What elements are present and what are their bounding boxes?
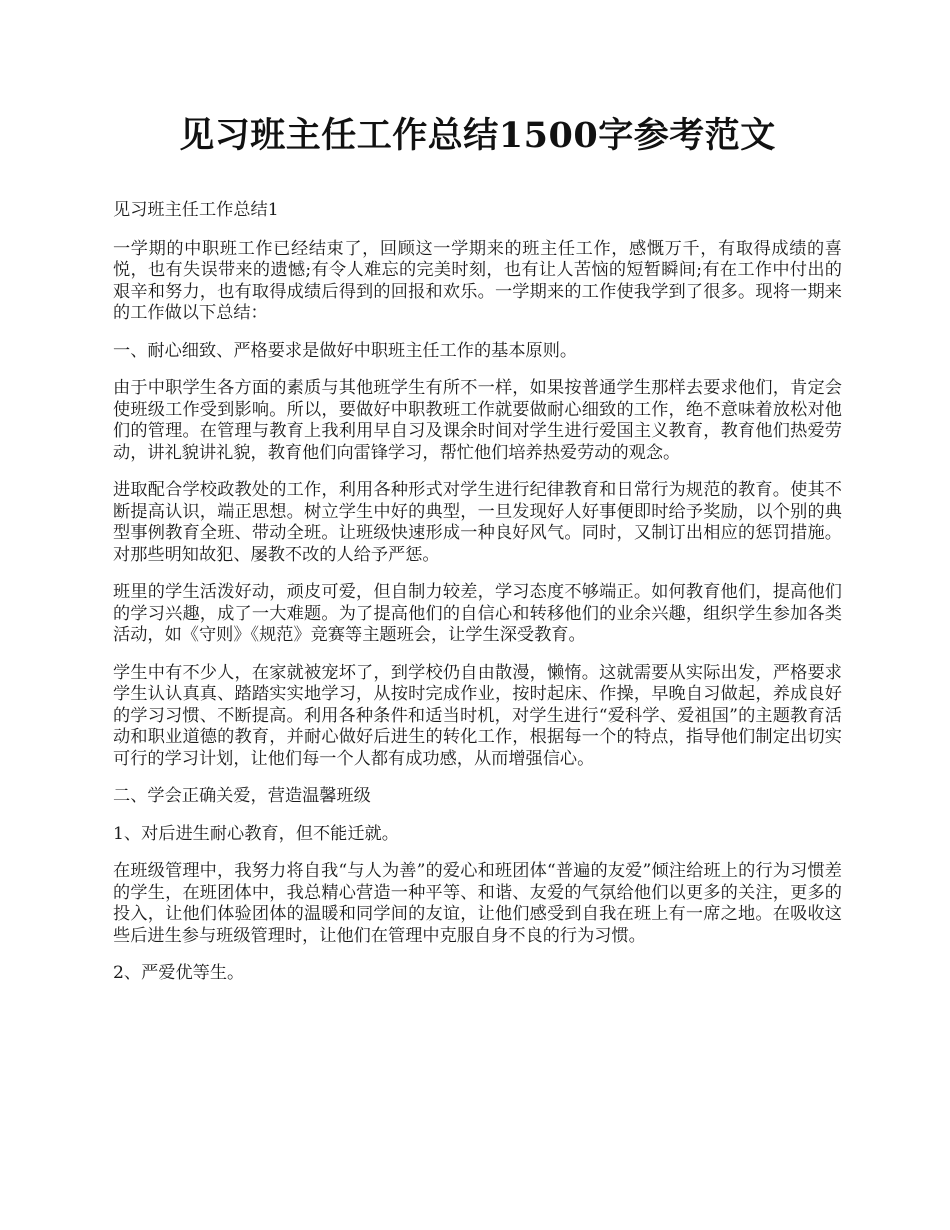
paragraph-patience: 由于中职学生各方面的素质与其他班学生有所不一样，如果按普通学生那样去要求他们，肯定会使班级工作受到影响。所以，要做好中职教班工作就要做耐心细致的工作，绝不意味着放松对他们的管理。在管理与教育上我利用早自习及课余时间对学生进行爱国主义教育，教育他们热爱劳动，讲礼貌讲礼貌，教育他们向雷锋学习，帮忙他们培养热爱劳动的观念。 <box>113 378 842 463</box>
subheading-lagging-students: 1、对后进生耐心教育，但不能迁就。 <box>113 823 399 844</box>
heading-principle: 一、耐心细致、严格要求是做好中职班主任工作的基本原则。 <box>113 340 578 361</box>
paragraph-discipline: 进取配合学校政教处的工作，利用各种形式对学生进行纪律教育和日常行为规范的教育。使其不断提高认识，端正思想。树立学生中好的典型，一旦发现好人好事便即时给予奖励，以个别的典型事例教育全班、带动全班。让班级快速形成一种良好风气。同时，又制订出相应的惩罚措施。对那些明知故犯、屡教不改的人给予严惩。 <box>113 480 842 565</box>
paragraph-habits: 学生中有不少人，在家就被宠坏了，到学校仍自由散漫，懒惰。这就需要从实际出发，严格要求学生认认真真、踏踏实实地学习，从按时完成作业，按时起床、作操，早晚自习做起，养成良好的学习习惯、不断提高。利用各种条件和适当时机，对学生进行“爱科学、爱祖国”的主题教育活动和职业道德的教育，并耐心做好后进生的转化工作，根据每一个的特点，指导他们制定出切实可行的学习计划，让他们每一个人都有成功感，从而增强信心。 <box>113 662 842 769</box>
subheading-top-students: 2、严爱优等生。 <box>113 963 245 983</box>
document-title: 见习班主任工作总结1500字参考范文 <box>179 115 776 156</box>
paragraph-activities: 班里的学生活泼好动，顽皮可爱，但自制力较差，学习态度不够端正。如何教育他们，提高他们的学习兴趣，成了一大难题。为了提高他们的自信心和转移他们的业余兴趣，组织学生参加各类活动，如《守则》《规范》竞赛等主题班会，让学生深受教育。 <box>113 582 842 645</box>
paragraph-intro: 一学期的中职班工作已经结束了，回顾这一学期来的班主任工作，感慨万千，有取得成绩的喜悦，也有失误带来的遗憾;有令人难忘的完美时刻，也有让人苦恼的短暂瞬间;有在工作中付出的艰辛和努力，也有取得成绩后得到的回报和欢乐。一学期来的工作使我学到了很多。现将一期来的工作做以下总结： <box>113 238 842 323</box>
heading-care: 二、学会正确关爱，营造温馨班级 <box>113 786 371 806</box>
document-body <box>113 200 842 985</box>
paragraph-class-management: 在班级管理中，我努力将自我“与人为善”的爱心和班团体“普遍的友爱”倾注给班上的行为习惯差的学生，在班团体中，我总精心营造一种平等、和谐、友爱的气氛给他们以更多的关注，更多的投入，让他们体验团体的温暖和同学间的友谊，让他们感受到自我在班上有一席之地。在吸收这些后进生参与班级管理时，让他们在管理中克服自身不良的行为习惯。 <box>113 861 842 946</box>
section-subtitle: 见习班主任工作总结1 <box>113 200 279 220</box>
